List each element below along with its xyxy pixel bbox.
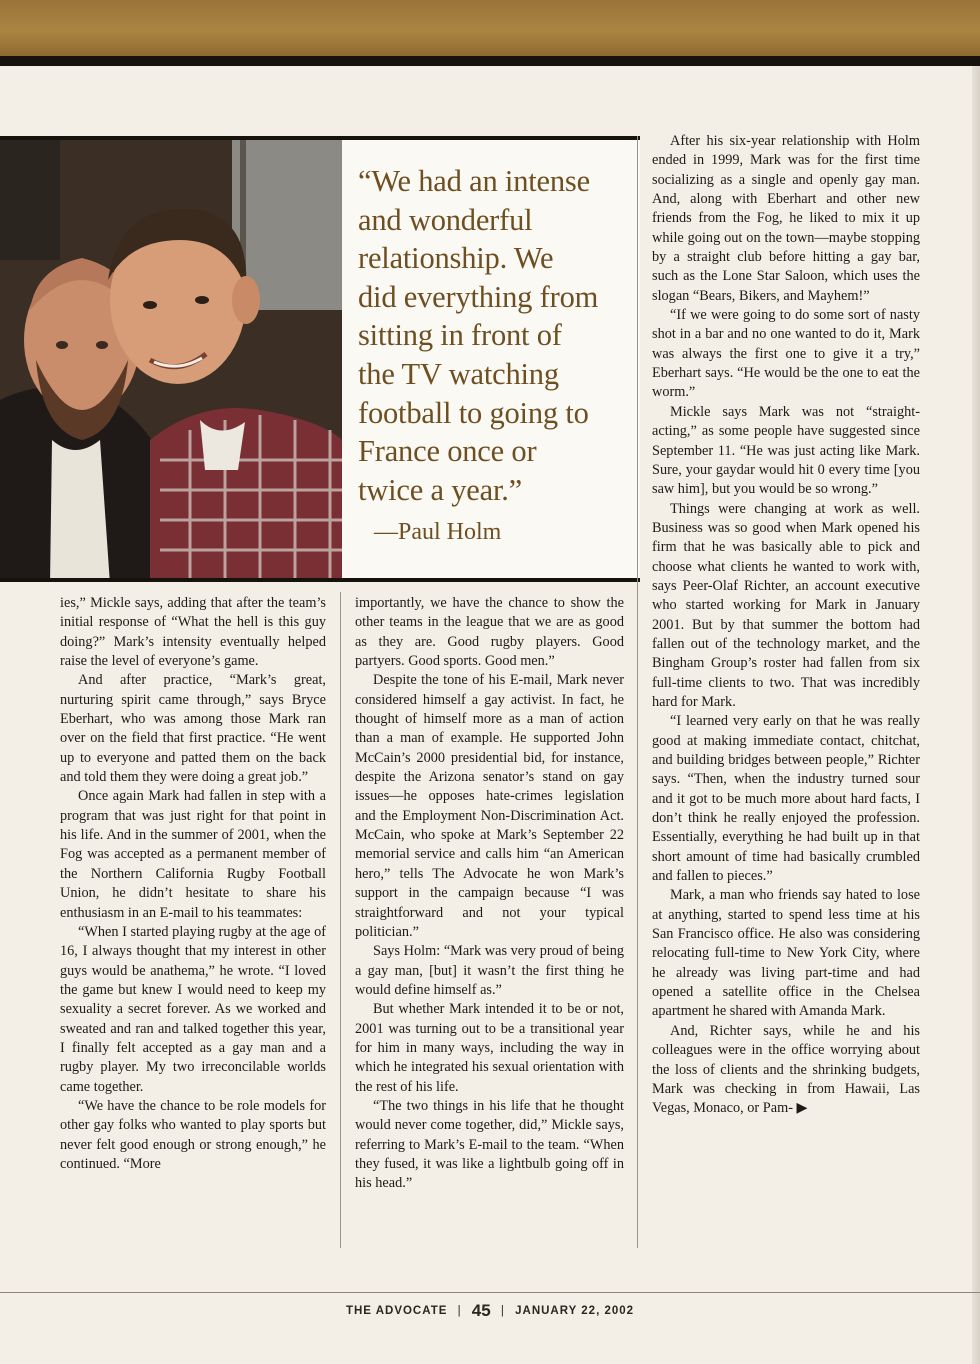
pull-quote-line: relationship. We bbox=[358, 241, 554, 276]
pull-quote-line: did everything from bbox=[358, 279, 599, 314]
paragraph: Mark, a man who friends say hated to lose at anything, started to spend less time at his San Francisco office. He also was considering relocating full-time to New York City, where he already was living part-time and had opened a satellite office in the Chelsea apartment he shared with Amanda Mark. bbox=[652, 887, 920, 1020]
article-column-3 bbox=[652, 132, 920, 1119]
pull-quote-line: twice a year.” bbox=[358, 472, 522, 507]
pull-quote-line: sitting in front of bbox=[358, 318, 562, 353]
pull-quote-line: football to going to bbox=[358, 395, 589, 430]
pull-quote-line: the TV watching bbox=[358, 356, 559, 391]
pull-quote-text bbox=[358, 162, 626, 509]
paragraph: Mickle says Mark was not “straight-acting,” as some people have suggested since September 11. “He was just acting like Mark. Sure, your gaydar would hit 0 every time [you saw him], but you would be so wrong.” bbox=[652, 403, 920, 498]
page-footer bbox=[0, 1301, 980, 1321]
top-color-band bbox=[0, 0, 980, 56]
paragraph: importantly, we have the chance to show the other teams in the league that we are as good as they are. Good rugby players. Good partyers. Good sports. Good men.” bbox=[355, 595, 624, 670]
paragraph: Once again Mark had fallen in step with a program that was just right for that point in his life. And in the summer of 2001, when the Fog was accepted as a permanent member of the Northern California Rugby Football Union, he didn’t hesitate to share his enthusiasm in an E-mail to his teammates: bbox=[60, 788, 326, 921]
paragraph: But whether Mark intended it to be or not, 2001 was turning out to be a transitional year for him in many ways, including the way in which he integrated his sexual orientation with the rest of his life. bbox=[355, 1001, 624, 1095]
footer-rule bbox=[0, 1292, 980, 1293]
footer-separator: | bbox=[500, 1305, 505, 1317]
issue-date: JANUARY 22, 2002 bbox=[515, 1305, 635, 1317]
column-divider bbox=[340, 592, 341, 1248]
page-number: 45 bbox=[471, 1301, 491, 1320]
article-column-2 bbox=[355, 594, 624, 1194]
photo-illustration bbox=[0, 140, 342, 580]
paragraph: “I learned very early on that he was really good at making immediate contact, chitchat, and building bridges between people,” Richter says. “Then, when the industry turned sour and it got to be much more about hard facts, I don’t think he really enjoyed the profession. Essentially, everything he had built up in that short amount of time had basically crumbled and fallen to pieces.” bbox=[652, 713, 920, 885]
paragraph: “We have the chance to be role models for other gay folks who wanted to play sports but never felt good enough or strong enough,” he continued. “More bbox=[60, 1097, 326, 1172]
pull-quote-line: France once or bbox=[358, 434, 537, 469]
pull-quote-line: “We had an intense bbox=[358, 164, 590, 198]
paragraph: After his six-year relationship with Holm ended in 1999, Mark was for the first time socializing as a single and openly gay man. And, along with Eberhart and other new friends from the Fog, he liked to mix it up while going out on the town—maybe stopping by a straight club before hitting a gay bar, such as the Lone Star Saloon, which uses the slogan “Bears, Bikers, and Mayhem!” bbox=[652, 133, 920, 304]
paragraph: “The two things in his life that he thought would never come together, did,” Mickle says, referring to Mark’s E-mail to the team. “When they fused, it was like a lightbulb going off in his head.” bbox=[355, 1097, 624, 1192]
pull-quote-attribution: —Paul Holm bbox=[374, 519, 502, 546]
paragraph: ies,” Mickle says, adding that after the team’s initial response of “What the hell is this guy doing?” Mark’s intensity eventually helped raise the level of everyone’s game. bbox=[60, 595, 326, 670]
photo-two-men bbox=[0, 136, 342, 580]
article-column-1 bbox=[60, 594, 326, 1174]
paragraph: And after practice, “Mark’s great, nurturing spirit came through,” says Bryce Eberhart, who was among those Mark ran over on the field that first practice. “He went up to everyone and patted them on the back and told them they were doing a great job.” bbox=[60, 672, 326, 786]
paragraph: “If we were going to do some sort of nasty shot in a bar and no one wanted to do it, Mark was always the first one to give it a try,” Eberhart says. “He would be the one to eat the worm.” bbox=[652, 307, 920, 401]
pull-quote bbox=[342, 136, 640, 580]
publication-name: THE ADVOCATE bbox=[345, 1305, 448, 1317]
pull-quote-line: and wonderful bbox=[358, 202, 533, 237]
paragraph: Despite the tone of his E-mail, Mark never considered himself a gay activist. In fact, he thought of himself more as a man of action than a man of example. He supported John McCain’s 2000 presidential bid, for instance, despite the Arizona senator’s stand on gay issues—he opposes hate-crimes legislation and the Employment Non-Discrimination Act. McCain, who spoke at Mark’s September 22 memorial service and calls him “an American hero,” tells The Advocate he won Mark’s support in the campaign because “I was straightforward and not your typical politician.” bbox=[355, 672, 624, 940]
column-divider bbox=[637, 136, 638, 1248]
paragraph: And, Richter says, while he and his colleagues were in the office worrying about the loss of clients and the shrinking budgets, Mark was checking in from Hawaii, Las Vegas, Monaco, or Pam- ▶ bbox=[652, 1022, 920, 1117]
paragraph: Things were changing at work as well. Business was so good when Mark opened his firm that he was basically able to pick and choose what clients he wanted to work with, says Peer-Olaf Richter, an account executive who started working for Mark in January 2001. But by that summer the bottom had fallen out of the technology market, and the Bingham Group’s roster had fallen from six full-time clients to two. That was incredibly hard for Mark. bbox=[652, 500, 920, 710]
footer-separator: | bbox=[457, 1305, 462, 1317]
paragraph: “When I started playing rugby at the age of 16, I always thought that my interest in other guys would be anathema,” he wrote. “I loved the game but knew I would need to keep my sexuality a secret forever. As we worked and sweated and ran and talked together this year, I finally felt accepted as a gay man and a rugby player. My two irreconcilable worlds came together. bbox=[60, 923, 326, 1095]
page-edge-shadow bbox=[972, 66, 980, 1364]
top-rule bbox=[0, 56, 980, 66]
paragraph: Says Holm: “Mark was very proud of being a gay man, [but] it wasn’t the first thing he would define himself as.” bbox=[355, 943, 624, 998]
photo-bottom-rule bbox=[0, 578, 640, 582]
